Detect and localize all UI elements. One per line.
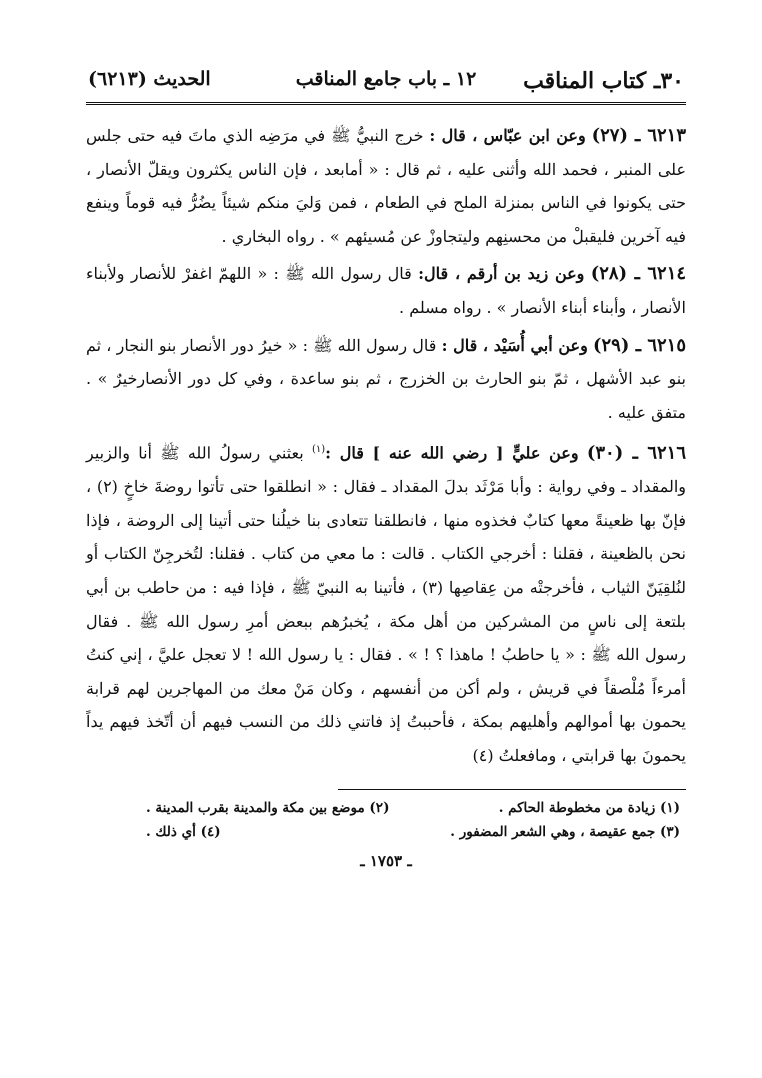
hadith-6214 bbox=[86, 257, 686, 324]
hadith-text: بعثني رسولُ الله ﷺ أنا والزبير والمقداد ـ وفي رواية : وأبا مَرْثَد بدلَ المقداد ـ فقال : « انطلقوا حتى تأتوا روضةَ خاخٍ (٢) ، فإنّ بها ظعينةً معها كتابٌ فخذوه منها ، فانطلقنا تتعادى بنا خيلُنا حتى أتينا إلى الروضة ، فإذا نحن بالظعينة ، فقلنا : أخرجي الكتاب . قالت : ما معي من كتاب . فقلنا: لتُخرجِنّ الكتاب أو لنُلقِيَنّ الثياب ، فأخرجتْه من عِقاصِها (٣) ، فأتينا به النبيّ ﷺ ، فإذا فيه : من حاطب بن أبي بلتعة إلى ناسٍ من المشركين من أهل مكة ، يُخبرُهم ببعض أمرِ رسول الله ﷺ . فقال رسول الله ﷺ : « يا حاطبُ ! ماهذا ؟ ! » . فقال : يا رسول الله ! لا تعجل عليَّ ، إني كنتُ أمرءاً مُلْصقاً في قريش ، ولم أكن من أنفسهم ، وكان مَنْ معك من المهاجرين لهم قرابة يحمون بها أموالهم وأهليهم بمكة ، فأحببتُ إذ فاتني ذلك من النسب فيهم أن أتّخذ فيهم يداً يحمونَ بها قرابتي ، ومافعلتُ (٤) bbox=[86, 443, 687, 766]
book-title: ٣٠ـ كتاب المناقب bbox=[523, 68, 684, 94]
footnotes bbox=[86, 796, 686, 844]
footnote-row bbox=[86, 820, 686, 844]
chapter-title: ١٢ ـ باب جامع المناقب bbox=[295, 68, 477, 90]
hadith-narrator: وعن عليٍّ [ رضي الله عنه ] قال : bbox=[325, 443, 579, 463]
hadith-6216 bbox=[86, 433, 686, 772]
hadith-text: قال رسول الله ﷺ : « اللهمّ اغفرْ للأنصار ولأبناء الأنصار ، وأبناء أبناء الأنصار » . رواه مسلم . bbox=[86, 264, 686, 317]
main-text bbox=[86, 119, 686, 773]
book-page bbox=[86, 58, 686, 1058]
hadith-narrator: وعن ابن عبّاس ، قال : bbox=[429, 126, 586, 145]
hadith-text: خرج النبيُّ ﷺ في مرَضِه الذي ماتَ فيه حتى جلس على المنبر ، فحمد الله وأثنى عليه ، ثم قال : « أمابعد ، فإن الناس يكثرون ويقلّ الأنصار ، حتى يكونوا في الناس بمنزلة الملح في الطعام ، فمن وَليَ منكم شيئاً يضُرُّ فيه قوماً وينفع فيه آخرين فليقبلْ من محسنِهم وليتجاوزْ عن مُسيئهم » . رواه البخاري . bbox=[86, 126, 686, 246]
page-header bbox=[86, 58, 686, 102]
page-number: ـ ١٧٥٣ ـ bbox=[360, 851, 412, 870]
footnote-4: (٤) أي ذلك . bbox=[146, 823, 221, 840]
footnote-rule bbox=[338, 789, 686, 790]
hadith-number: ٦٢١٦ ـ (٣٠) bbox=[586, 442, 686, 464]
footnote-mark: (١) bbox=[311, 444, 326, 456]
hadith-number: ٦٢١٥ ـ (٢٩) bbox=[592, 334, 686, 356]
footnote-1: (١) زيادة من مخطوطة الحاكم . bbox=[498, 799, 680, 816]
footnote-row bbox=[86, 796, 686, 820]
hadith-narrator: وعن أبي أُسَيْد ، قال : bbox=[441, 335, 588, 355]
hadith-6213 bbox=[86, 119, 686, 253]
hadith-range: الحديث (٦٢١٣) bbox=[88, 68, 211, 90]
header-rule bbox=[86, 102, 686, 105]
footnote-2: (٢) موضع بين مكة والمدينة بقرب المدينة . bbox=[146, 799, 390, 816]
hadith-text: قال رسول الله ﷺ : « خيرُ دور الأنصار بنو النجار ، ثم بنو عبد الأشهل ، ثمّ بنو الحارث بن الخزرج ، ثم بنو ساعدة ، وفي كل دور الأنصارخيرٌ » . متفق عليه . bbox=[86, 335, 686, 422]
footnote-3: (٣) جمع عقيصة ، وهي الشعر المضفور . bbox=[450, 823, 680, 840]
hadith-6215 bbox=[86, 329, 686, 430]
hadith-number: ٦٢١٣ ـ (٢٧) bbox=[591, 125, 687, 146]
hadith-number: ٦٢١٤ ـ (٢٨) bbox=[590, 263, 687, 285]
hadith-narrator: وعن زيد بن أرقم ، قال: bbox=[418, 264, 585, 284]
